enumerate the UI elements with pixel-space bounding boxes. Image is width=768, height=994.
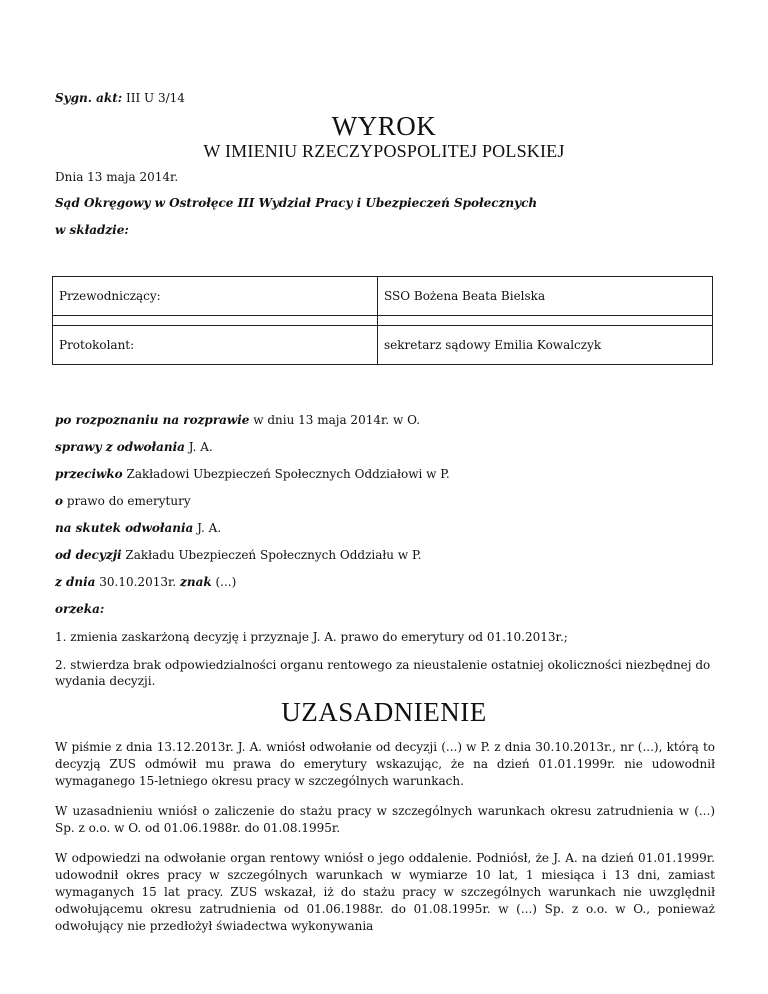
proceedings-label: na skutek odwołania — [55, 521, 194, 535]
proceedings-line-appellant — [55, 521, 221, 535]
proceedings-text: Zakładowi Ubezpieczeń Społecznych Oddziałowi w P. — [122, 467, 450, 481]
proceedings-line-subject — [55, 494, 191, 508]
proceedings-text: Zakładu Ubezpieczeń Społecznych Oddziału w P. — [121, 548, 422, 562]
case-signature-label: Sygn. akt: — [55, 91, 123, 105]
proceedings-label: od decyzji — [55, 548, 122, 562]
proceedings-label: przeciwko — [55, 467, 123, 481]
judgment-title: WYROK — [331, 111, 437, 141]
composition-role: Protokolant: — [53, 326, 378, 365]
proceedings-text: prawo do emerytury — [63, 494, 191, 508]
proceedings-label: sprawy z odwołania — [55, 440, 185, 454]
composition-person: sekretarz sądowy Emilia Kowalczyk — [378, 326, 713, 365]
proceedings-text: w dniu 13 maja 2014r. w O. — [249, 413, 421, 427]
justification-paragraph: W odpowiedzi na odwołanie organ rentowy wniósł o jego oddalenie. Podniósł, że J. A. na dzień 01.01.1999r. udowodnił okres pracy w szczególnych warunkach w wymiarze 10 lat, 1 miesiąca i 13 dni, zamiast wymaganych 15 lat pracy. ZUS wskazał, iż do stażu pracy w szczególnych warunkach nie uwzględnił odwołującemu okresu zatrudnienia od 01.06.1988r. do 01.08.1995r. w (...) Sp. z o.o. w O., ponieważ odwołujący nie przedłożył świadectwa wykonywania — [55, 851, 715, 933]
proceedings-text: J. A. — [184, 440, 213, 454]
proceedings-line-hearing — [55, 413, 420, 427]
proceedings-label: o — [55, 494, 64, 508]
proceedings-label: po rozpoznaniu na rozprawie — [55, 413, 250, 427]
justification-title: UZASADNIENIE — [281, 697, 487, 727]
proceedings-line-decision — [55, 548, 421, 562]
justification-paragraph: W piśmie z dnia 13.12.2013r. J. A. wniósł odwołanie od decyzji (...) w P. z dnia 30.10.2013r., nr (...), którą to decyzją ZUS odmówił mu prawa do emerytury wskazując, że na dzień 01.01.1999r. nie udowodnił wymaganego 15-letniego okresu pracy w szczególnych warunkach. — [55, 740, 715, 788]
proceedings-label: znak — [180, 575, 212, 589]
ruling-item: 2. stwierdza brak odpowiedzialności organu rentowego za nieustalenie ostatniej okoliczności niezbędnej do wydania decyzji. — [55, 658, 711, 688]
composition-person: SSO Bożena Beata Bielska — [378, 277, 713, 316]
composition-table — [52, 276, 713, 365]
ruling-label: orzeka: — [55, 602, 105, 616]
proceedings-text: (...) — [211, 575, 237, 589]
proceedings-text: 30.10.2013r. — [95, 575, 181, 589]
composition-spacer-row — [53, 316, 713, 326]
proceedings-line-appeal — [55, 440, 213, 454]
proceedings-text: J. A. — [193, 521, 222, 535]
case-signature-value: III U 3/14 — [122, 91, 185, 105]
proceedings-label: z dnia — [55, 575, 96, 589]
composition-row — [53, 326, 713, 365]
composition-row — [53, 277, 713, 316]
composition-label: w składzie: — [55, 223, 129, 237]
court-name: Sąd Okręgowy w Ostrołęce III Wydział Pracy i Ubezpieczeń Społecznych — [55, 196, 538, 210]
judgment-date: Dnia 13 maja 2014r. — [55, 170, 179, 184]
proceedings-line-against — [55, 467, 450, 481]
ruling-item: 1. zmienia zaskarżoną decyzję i przyznaje J. A. prawo do emerytury od 01.10.2013r.; — [55, 630, 568, 644]
proceedings-line-decision-date — [55, 575, 236, 589]
composition-role: Przewodniczący: — [53, 277, 378, 316]
case-signature — [55, 91, 185, 105]
justification-paragraph: W uzasadnieniu wniósł o zaliczenie do stażu pracy w szczególnych warunkach okresu zatrudnienia w (...) Sp. z o.o. w O. od 01.06.1988r. do 01.08.1995r. — [55, 804, 715, 835]
judgment-subtitle: W IMIENIU RZECZYPOSPOLITEJ POLSKIEJ — [203, 141, 565, 161]
